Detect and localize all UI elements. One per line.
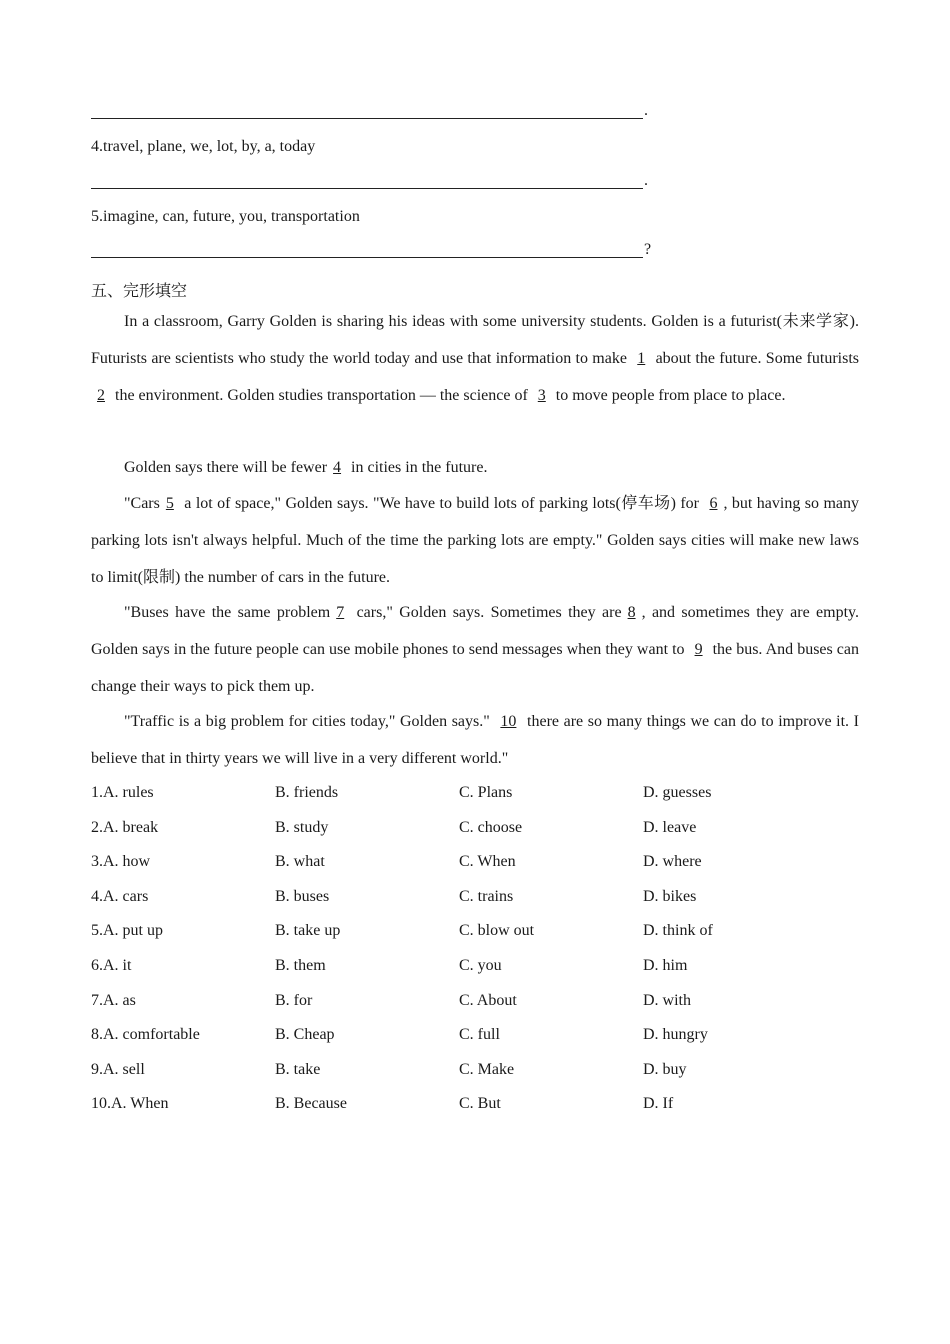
option-a[interactable]: 6.A. it (91, 957, 132, 974)
option-c[interactable]: C. blow out (459, 922, 535, 939)
option-d[interactable]: D. bikes (643, 888, 697, 905)
option-c[interactable]: C. But (459, 1095, 501, 1112)
option-a[interactable]: 9.A. sell (91, 1061, 145, 1078)
option-b[interactable]: B. friends (275, 784, 339, 801)
option-c[interactable]: C. When (459, 853, 516, 870)
question-5-prompt: 5.imagine, can, future, you, transportation (91, 208, 360, 225)
passage-paragraph-3: "Cars 5 a lot of space," Golden says. "We have to build lots of parking lots(停车场) for 6 , but having so many parking lots isn't always helpful. Much of the time the parking lots are empty." Golden says cities will make new laws to limit(限制) the number of cars in the future. (91, 485, 859, 596)
line-end-punctuation: ? (644, 241, 652, 258)
option-a[interactable]: 10.A. When (91, 1095, 169, 1112)
passage-paragraph-4: "Buses have the same problem 7 cars," Golden says. Sometimes they are 8 , and sometimes they are empty. Golden says in the future people can use mobile phones to send messages when they want to 9 the bus. And buses can change their ways to pick them up. (91, 594, 859, 705)
blank-10[interactable]: 10 (500, 713, 517, 730)
question-4-prompt: 4.travel, plane, we, lot, by, a, today (91, 138, 316, 155)
passage-paragraph-5: "Traffic is a big problem for cities today," Golden says." 10 there are so many things we can do to improve it. I believe that in thirty years we will live in a very different world." (91, 703, 859, 777)
option-d[interactable]: D. where (643, 853, 702, 870)
line-end-punctuation: . (644, 172, 648, 189)
option-d[interactable]: D. think of (643, 922, 713, 939)
option-a[interactable]: 4.A. cars (91, 888, 149, 905)
blank-2[interactable]: 2 (97, 387, 105, 404)
option-c[interactable]: C. Plans (459, 784, 513, 801)
option-b[interactable]: B. take up (275, 922, 341, 939)
blank-7[interactable]: 7 (336, 604, 345, 621)
blank-4[interactable]: 4 (333, 459, 342, 476)
option-d[interactable]: D. buy (643, 1061, 687, 1078)
option-d[interactable]: D. guesses (643, 784, 712, 801)
passage-paragraph-2: Golden says there will be fewer 4 in cities in the future. (91, 449, 859, 486)
option-a[interactable]: 1.A. rules (91, 784, 154, 801)
option-c[interactable]: C. Make (459, 1061, 515, 1078)
option-b[interactable]: B. Because (275, 1095, 347, 1112)
option-b[interactable]: B. buses (275, 888, 330, 905)
option-a[interactable]: 5.A. put up (91, 922, 163, 939)
option-row-2 (91, 819, 859, 841)
option-b[interactable]: B. them (275, 957, 326, 974)
option-row-9 (91, 1061, 859, 1083)
option-b[interactable]: B. take (275, 1061, 321, 1078)
blank-6[interactable]: 6 (709, 495, 718, 512)
option-b[interactable]: B. study (275, 819, 329, 836)
blank-3[interactable]: 3 (537, 387, 546, 404)
option-d[interactable]: D. hungry (643, 1026, 708, 1043)
option-a[interactable]: 3.A. how (91, 853, 151, 870)
option-row-7 (91, 992, 859, 1014)
option-c[interactable]: C. About (459, 992, 517, 1009)
option-b[interactable]: B. Cheap (275, 1026, 335, 1043)
blank-1[interactable]: 1 (637, 350, 646, 367)
option-row-5 (91, 922, 859, 944)
option-c[interactable]: C. full (459, 1026, 500, 1043)
option-row-3 (91, 853, 859, 875)
answer-underline (91, 118, 643, 119)
option-b[interactable]: B. for (275, 992, 313, 1009)
option-d[interactable]: D. leave (643, 819, 697, 836)
blank-8[interactable]: 8 (627, 604, 636, 621)
option-d[interactable]: D. him (643, 957, 688, 974)
option-row-4 (91, 888, 859, 910)
option-a[interactable]: 7.A. as (91, 992, 136, 1009)
option-row-1 (91, 784, 859, 806)
blank-9[interactable]: 9 (694, 641, 703, 658)
option-a[interactable]: 2.A. break (91, 819, 159, 836)
option-d[interactable]: D. with (643, 992, 691, 1009)
option-b[interactable]: B. what (275, 853, 325, 870)
passage-paragraph-1: In a classroom, Garry Golden is sharing his ideas with some university students. Golden is a futurist(未来学家). Futurists are scientists who study the world today and use that information to make 1 about the future. Some futurists2 the environment. Golden studies transportation — the science of 3 to move people from place to place. (91, 303, 859, 414)
blank-5[interactable]: 5 (165, 495, 174, 512)
option-d[interactable]: D. If (643, 1095, 674, 1112)
option-c[interactable]: C. choose (459, 819, 523, 836)
option-c[interactable]: C. you (459, 957, 502, 974)
option-row-8 (91, 1026, 859, 1048)
option-c[interactable]: C. trains (459, 888, 514, 905)
option-row-10 (91, 1095, 859, 1117)
option-row-6 (91, 957, 859, 979)
option-a[interactable]: 8.A. comfortable (91, 1026, 200, 1043)
answer-underline (91, 257, 643, 258)
answer-underline (91, 188, 643, 189)
section-title: 五、完形填空 (91, 281, 188, 300)
line-end-punctuation: . (644, 102, 648, 119)
